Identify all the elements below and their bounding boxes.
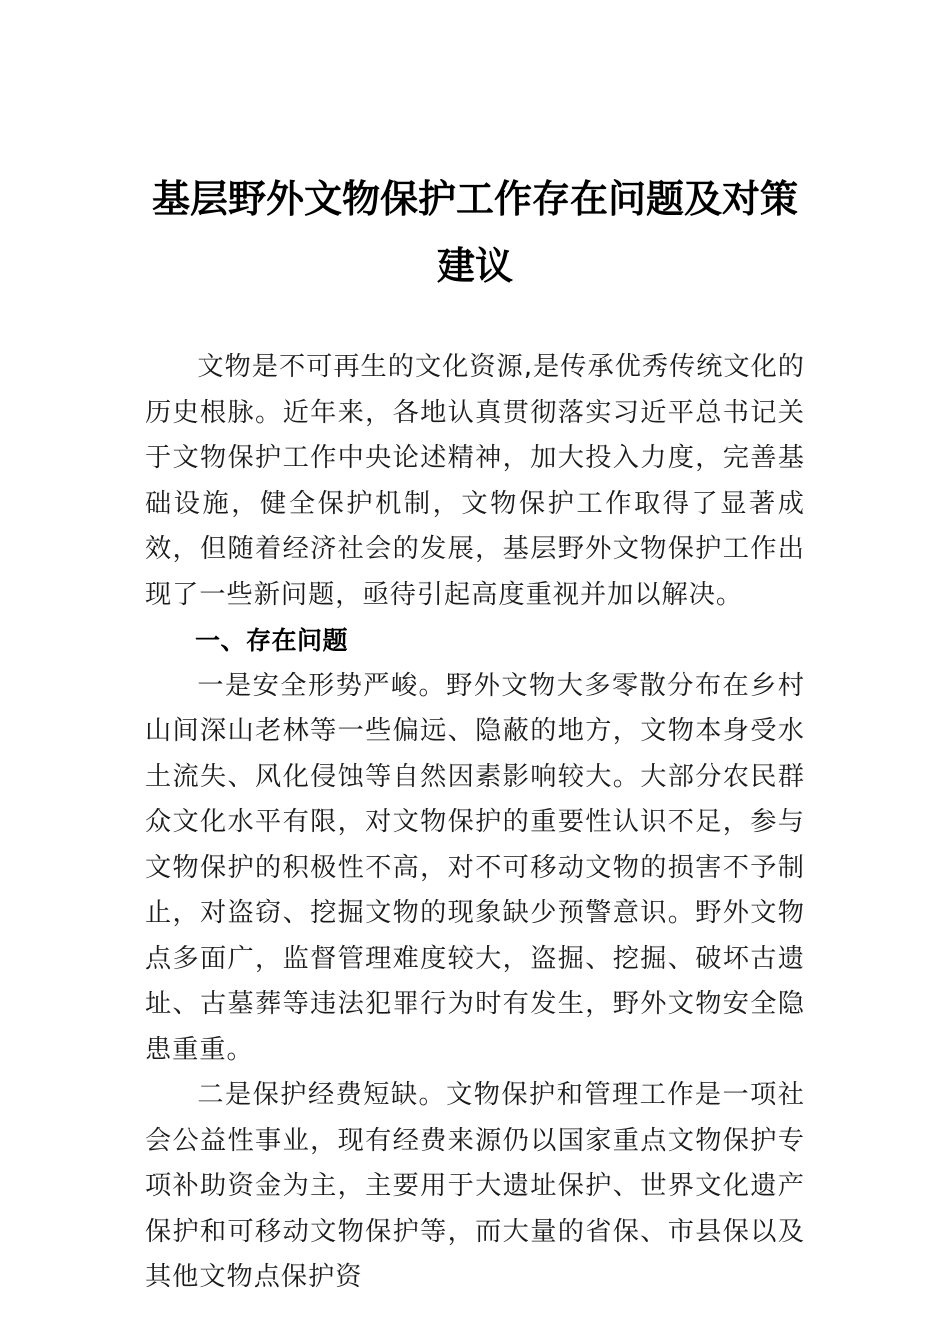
document-title: 基层野外文物保护工作存在问题及对策建议 xyxy=(151,176,798,288)
document-body xyxy=(145,345,805,1301)
intro-paragraph: 文物是不可再生的文化资源,是传承优秀传统文化的历史根脉。近年来，各地认真贯彻落实习近平总书记关于文物保护工作中央论述精神，加大投入力度，完善基础设施，健全保护机制，文物保护工作取得了显著成效，但随着经济社会的发展，基层野外文物保护工作出现了一些新问题，亟待引起高度重视并加以解决。 xyxy=(145,352,805,610)
section-heading: 一、存在问题 xyxy=(195,626,349,655)
paragraph-funding: 二是保护经费短缺。文物保护和管理工作是一项社会公益性事业，现有经费来源仍以国家重点文物保护专项补助资金为主，主要用于大遗址保护、世界文化遗产保护和可移动文物保护等，而大量的省保、市县保以及其他文物点保护资 xyxy=(145,1080,805,1292)
paragraph-safety: 一是安全形势严峻。野外文物大多零散分布在乡村山间深山老林等一些偏远、隐蔽的地方，文物本身受水土流失、风化侵蚀等自然因素影响较大。大部分农民群众文化水平有限，对文物保护的重要性认识不足，参与文物保护的积极性不高，对不可移动文物的损害不予制止，对盗窃、挖掘文物的现象缺少预警意识。野外文物点多面广，监督管理难度较大，盗掘、挖掘、破坏古遗址、古墓葬等违法犯罪行为时有发生，野外文物安全隐患重重。 xyxy=(145,670,805,1065)
